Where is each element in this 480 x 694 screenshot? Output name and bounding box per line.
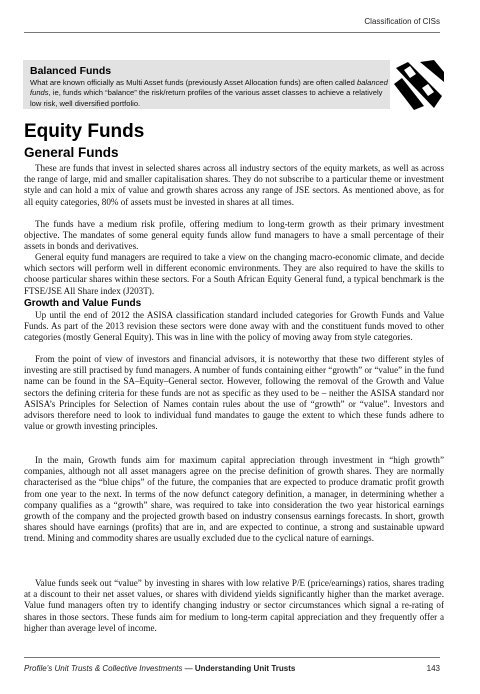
growth-value-paragraph-4: Value funds seek out “value” by investing in shares with low relative P/E (price/earnings) ratios, shares trading at a discount to their net asset values, or shares with dividend yields significantly higher than the market average. Value fund managers often try to identify changing industry or sector circumstances which signal a re-rating of shares in those sectors. These funds aim for medium to long-term capital appreciation and they frequently offer a higher than average level of income.: [24, 578, 444, 633]
footer-series-title: Profile’s Unit Trusts & Collective Investments —: [24, 664, 195, 673]
callout-text-end: , ie, funds which “balance” the risk/return profiles of the various asset classes to achieve a relatively low risk, well diversified portfolio.: [30, 88, 383, 108]
growth-value-paragraph-1: Up until the end of 2012 the ASISA classification standard included categories for Growth Funds and Value Funds. As part of the 2013 revision these sectors were done away with and the constituent funds moved to other categories (mostly General Equity). This was in line with the policy of moving away from style categories.: [24, 310, 444, 343]
subsection-title-general: General Funds: [24, 145, 119, 160]
page-number: 143: [426, 664, 440, 673]
header-divider: [24, 32, 440, 33]
footer-book-title: Understanding Unit Trusts: [194, 664, 296, 673]
callout-text-italic: balanced funds: [30, 78, 388, 98]
footer-publication: [24, 664, 295, 673]
callout-title: Balanced Funds: [30, 65, 112, 77]
growth-value-paragraph-2: From the point of view of investors and financial advisors, it is noteworthy that these two different styles of investing are still practised by fund managers. A number of funds containing either “growth” or “value” in the fund name can be found in the SA–Equity–General sector. However, following the removal of the Growth and Value sectors the defining criteria for these funds are not as specific as they used to be – neither the ASISA standard nor ASISA’s Principles for Selection of Names contain rules about the use of “growth” or “value”. Investors and advisors therefore need to look to individual fund mandates to gauge the extent to which these funds adhere to value or growth investing principles.: [24, 354, 444, 432]
growth-value-paragraph-3: In the main, Growth funds aim for maximum capital appreciation through investment in “high growth” companies, although not all asset managers agree on the precise definition of growth shares. They are normally characterised as the “blue chips” of the future, the companies that are expected to produce dramatic profit growth from one year to the next. In terms of the now defunct category definition, a manager, in determining whether a company qualifies as a “growth” share, was required to take into consideration the two year historical earnings growth of the company and the projected growth based on industry consensus earnings forecasts. In short, growth shares should have earnings (profits) that are in, and are expected to continue, a strong and sustainable upward trend. Mining and commodity shares are usually excluded due to the cyclical nature of earnings.: [24, 455, 444, 544]
general-paragraph-3: General equity fund managers are required to take a view on the changing macro-economic climate, and decide which sectors will perform well in different economic environments. They are also required to have the skills to choose particular shares within these sectors. For a South African Equity General fund, a typical benchmark is the FTSE/JSE All Share index (J203T).: [24, 252, 444, 296]
running-header: Classification of CISs: [364, 17, 440, 26]
striped-logo-icon: [394, 60, 444, 110]
callout-text-start: What are known officially as Multi Asset funds (previously Asset Allocation funds) are often called: [30, 78, 357, 87]
footer-divider: [24, 657, 440, 658]
subheading-growth-value: Growth and Value Funds: [24, 298, 142, 309]
section-title: Equity Funds: [24, 121, 145, 142]
general-paragraph-1: These are funds that invest in selected shares across all industry sectors of the equity markets, as well as across the range of large, mid and smaller capitalisation shares. They do not subscribe to a particular theme or investment style and can hold a mix of value and growth shares across any range of JSE sectors. As mentioned above, as for all equity categories, 80% of assets must be invested in shares at all times.: [24, 163, 444, 207]
balanced-funds-callout: [23, 60, 390, 109]
general-paragraph-2: The funds have a medium risk profile, offering medium to long-term growth as their primary investment objective. The mandates of some general equity funds allow fund managers to have a small percentage of their assets in bonds and derivatives.: [24, 219, 444, 252]
callout-text: [30, 78, 392, 109]
